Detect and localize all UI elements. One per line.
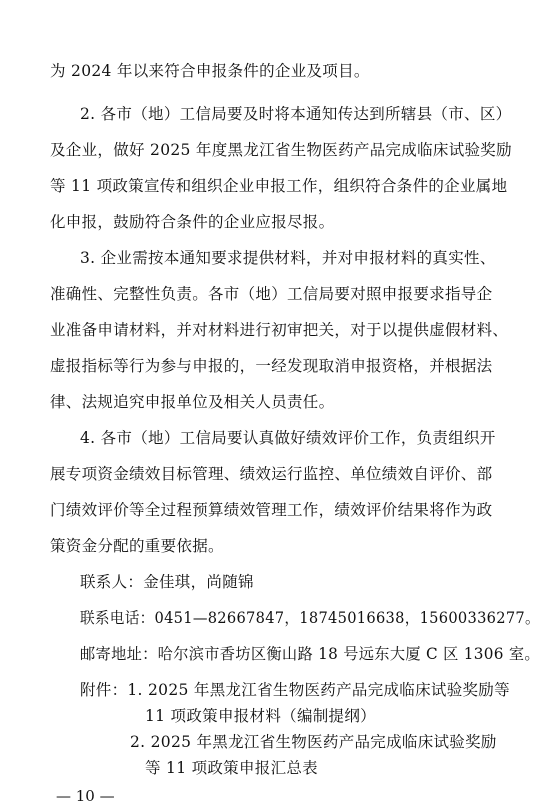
paragraph-3-line-5: 律、法规追究申报单位及相关人员责任。 xyxy=(50,393,335,411)
paragraph-4-line-4: 策资金分配的重要依据。 xyxy=(50,537,224,555)
paragraph-4-line-3: 门绩效评价等全过程预算绩效管理工作，绩效评价结果将作为政 xyxy=(50,501,493,519)
attachment-1-line-2: 11 项政策申报材料（编制提纲） xyxy=(145,707,376,725)
contact-address: 邮寄地址：哈尔滨市香坊区衡山路 18 号远东大厦 C 区 1306 室。 xyxy=(80,645,540,663)
contact-persons: 联系人：金佳琪，尚随锦 xyxy=(80,573,254,591)
paragraph-2-line-1: 2. 各市（地）工信局要及时将本通知传达到所辖县（市、区） xyxy=(80,105,512,123)
paragraph-2-line-4: 化申报，鼓励符合条件的企业应报尽报。 xyxy=(50,213,335,231)
paragraph-3-line-2: 准确性、完整性负责。各市（地）工信局要对照申报要求指导企 xyxy=(50,285,493,303)
attachment-1-line-1: 附件：1. 2025 年黑龙江省生物医药产品完成临床试验奖励等 xyxy=(80,681,510,699)
paragraph-2-line-2: 及企业，做好 2025 年度黑龙江省生物医药产品完成临床试验奖励 xyxy=(50,141,512,159)
contact-phone: 联系电话：0451—82667847，18745016638，15600336277。 xyxy=(80,609,540,627)
paragraph-4-line-2: 展专项资金绩效目标管理、绩效运行监控、单位绩效自评价、部 xyxy=(50,465,493,483)
paragraph-3-line-3: 业准备申请材料，并对材料进行初审把关，对于以提供虚假材料、 xyxy=(50,321,509,339)
paragraph-2-line-3: 等 11 项政策宣传和组织企业申报工作，组织符合条件的企业属地 xyxy=(50,177,508,195)
paragraph-3-line-4: 虚报指标等行为参与申报的，一经发现取消申报资格，并根据法 xyxy=(50,357,493,375)
paragraph-1-line-1: 为 2024 年以来符合申报条件的企业及项目。 xyxy=(50,62,370,80)
attachment-2-line-2: 等 11 项政策申报汇总表 xyxy=(145,759,318,777)
paragraph-3-line-1: 3. 企业需按本通知要求提供材料，并对申报材料的真实性、 xyxy=(80,249,496,267)
attachment-2-line-1: 2. 2025 年黑龙江省生物医药产品完成临床试验奖励 xyxy=(130,733,497,751)
page-number: — 10 — xyxy=(56,787,115,805)
paragraph-4-line-1: 4. 各市（地）工信局要认真做好绩效评价工作，负责组织开 xyxy=(80,429,496,447)
